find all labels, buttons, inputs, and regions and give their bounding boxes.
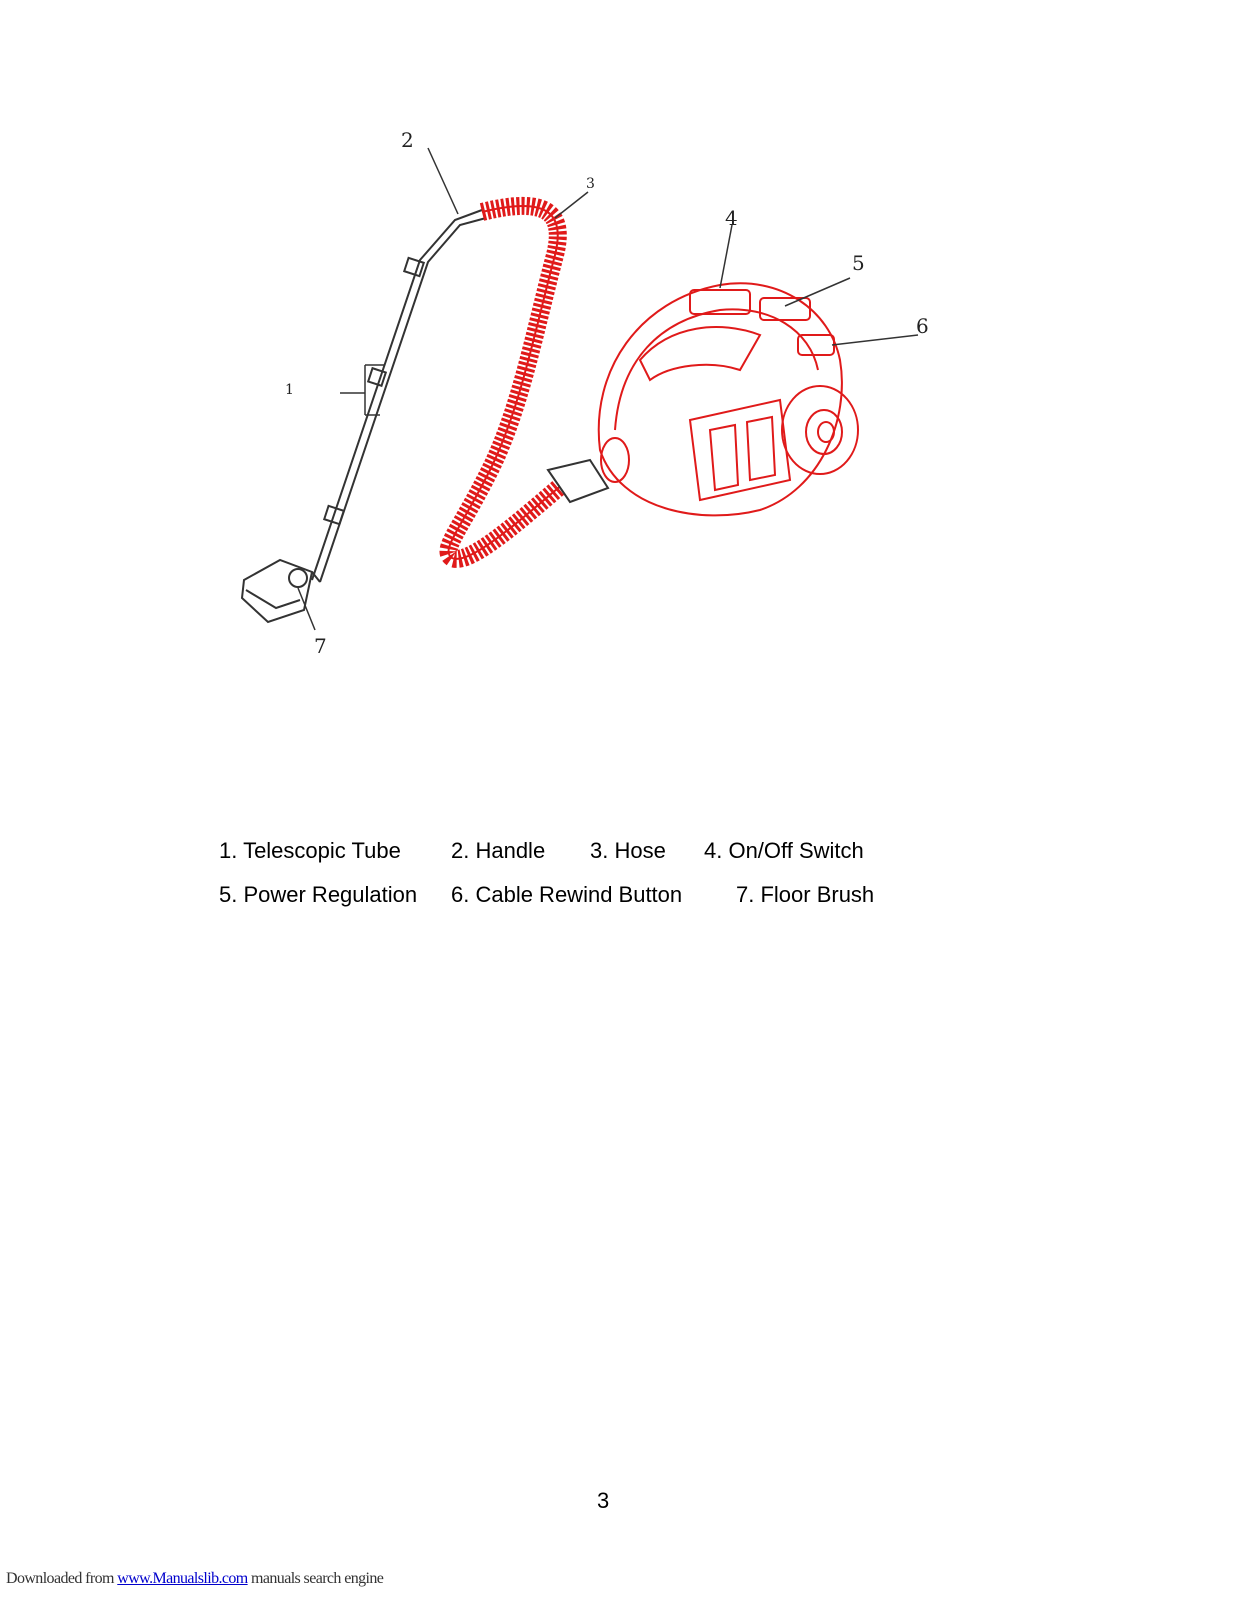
legend-item-5: 5. Power Regulation	[219, 882, 418, 907]
vacuum-cleaner-diagram	[220, 110, 980, 690]
legend-item-6: 6. Cable Rewind Button	[451, 882, 683, 907]
vacuum-body	[599, 283, 858, 515]
page-number: 3	[597, 1488, 610, 1513]
footer-prefix: Downloaded from	[6, 1570, 118, 1587]
power-regulation	[760, 298, 810, 320]
footer	[6, 1570, 383, 1588]
legend-item-2: 2. Handle	[451, 838, 546, 863]
legend-item-7: 7. Floor Brush	[736, 882, 875, 907]
footer-suffix: manuals search engine	[247, 1570, 384, 1587]
leader-lines	[298, 148, 918, 630]
callout-4: 4	[725, 206, 738, 230]
legend-item-3: 3. Hose	[590, 838, 666, 863]
manualslib-link[interactable]: www.Manualslib.com	[117, 1570, 248, 1587]
callout-5: 5	[852, 251, 865, 275]
callout-3: 3	[586, 176, 595, 192]
hose	[448, 206, 570, 559]
legend-item-1: 1. Telescopic Tube	[219, 838, 401, 863]
callout-2: 2	[401, 128, 414, 152]
legend-item-4: 4. On/Off Switch	[704, 838, 864, 863]
callout-1: 1	[285, 382, 294, 398]
callout-6: 6	[916, 314, 929, 338]
callout-7: 7	[314, 634, 327, 658]
